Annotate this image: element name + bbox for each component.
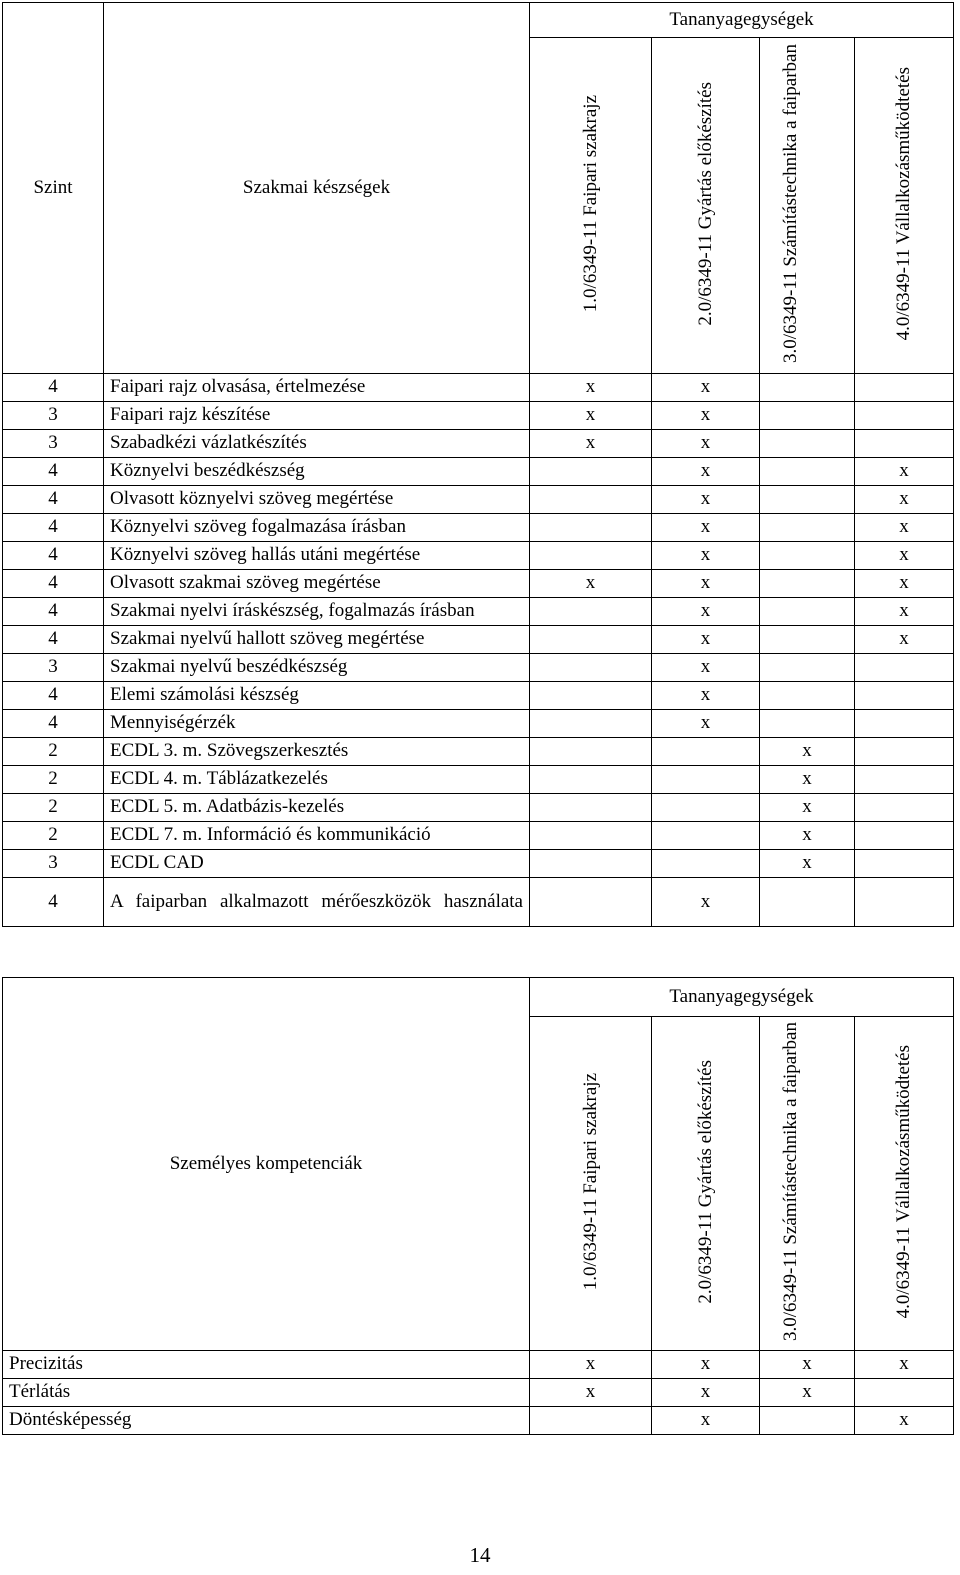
skill-row [3, 570, 954, 598]
unit-header-1: 1.0/6349-11 Faipari szakrajz [530, 38, 652, 374]
skill-mark-unit-1 [530, 794, 652, 822]
competency-mark-unit-1: x [530, 1379, 652, 1407]
skill-mark-unit-4: x [855, 514, 954, 542]
skill-level: 4 [3, 542, 104, 570]
skill-level: 2 [3, 794, 104, 822]
competency-row [3, 1407, 954, 1435]
skill-mark-unit-4: x [855, 626, 954, 654]
skill-level: 3 [3, 850, 104, 878]
skill-name: Olvasott szakmai szöveg megértése [104, 570, 530, 598]
skill-mark-unit-4 [855, 822, 954, 850]
skill-name: Elemi számolási készség [104, 682, 530, 710]
skill-mark-unit-4 [855, 738, 954, 766]
skill-mark-unit-4 [855, 850, 954, 878]
skill-mark-unit-4 [855, 766, 954, 794]
skill-mark-unit-4 [855, 374, 954, 402]
skill-mark-unit-2 [652, 850, 760, 878]
skills-header: Szakmai készségek [104, 3, 530, 374]
skill-level: 2 [3, 822, 104, 850]
skill-name: ECDL 4. m. Táblázatkezelés [104, 766, 530, 794]
skill-row [3, 794, 954, 822]
skill-mark-unit-4 [855, 430, 954, 458]
skill-mark-unit-3: x [760, 766, 855, 794]
skill-mark-unit-1: x [530, 402, 652, 430]
units-group-header-2: Tananyagegységek [530, 978, 954, 1017]
skill-name: ECDL 3. m. Szövegszerkesztés [104, 738, 530, 766]
skill-mark-unit-1 [530, 710, 652, 738]
skill-mark-unit-1: x [530, 430, 652, 458]
skill-name: Szakmai nyelvi íráskészség, fogalmazás írásban [104, 598, 530, 626]
skill-row [3, 374, 954, 402]
skill-mark-unit-3 [760, 542, 855, 570]
skill-level: 4 [3, 710, 104, 738]
skill-mark-unit-1 [530, 822, 652, 850]
skill-name: ECDL 7. m. Információ és kommunikáció [104, 822, 530, 850]
page-number: 14 [469, 1543, 491, 1567]
level-header: Szint [3, 3, 104, 374]
skill-level: 4 [3, 374, 104, 402]
skill-row [3, 430, 954, 458]
skill-name: ECDL 5. m. Adatbázis-kezelés [104, 794, 530, 822]
skill-mark-unit-2 [652, 766, 760, 794]
skill-name: Szakmai nyelvű hallott szöveg megértése [104, 626, 530, 654]
skill-mark-unit-3: x [760, 738, 855, 766]
competency-mark-unit-3: x [760, 1351, 855, 1379]
competency-mark-unit-1 [530, 1407, 652, 1435]
professional-skills-table [2, 2, 954, 927]
skill-row [3, 710, 954, 738]
skill-mark-unit-1 [530, 598, 652, 626]
unit-header-1: 1.0/6349-11 Faipari szakrajz [530, 1017, 652, 1351]
skill-mark-unit-4 [855, 402, 954, 430]
competency-row [3, 1379, 954, 1407]
skill-mark-unit-3 [760, 626, 855, 654]
skill-mark-unit-4: x [855, 570, 954, 598]
skill-name: Mennyiségérzék [104, 710, 530, 738]
skill-mark-unit-3 [760, 458, 855, 486]
skill-mark-unit-3: x [760, 822, 855, 850]
skill-mark-unit-2: x [652, 374, 760, 402]
competency-mark-unit-3: x [760, 1379, 855, 1407]
skill-mark-unit-2: x [652, 878, 760, 927]
competency-mark-unit-3 [760, 1407, 855, 1435]
skill-mark-unit-2: x [652, 626, 760, 654]
skill-name: A faiparban alkalmazott mérőeszközök használata [104, 878, 530, 927]
skill-mark-unit-2: x [652, 682, 760, 710]
skill-mark-unit-1 [530, 654, 652, 682]
skill-mark-unit-2: x [652, 486, 760, 514]
skill-mark-unit-2 [652, 794, 760, 822]
skill-mark-unit-1 [530, 850, 652, 878]
skill-level: 4 [3, 514, 104, 542]
skill-mark-unit-4 [855, 682, 954, 710]
competency-mark-unit-2: x [652, 1379, 760, 1407]
skill-name: Olvasott köznyelvi szöveg megértése [104, 486, 530, 514]
skill-mark-unit-4 [855, 710, 954, 738]
skill-row [3, 682, 954, 710]
competency-mark-unit-4: x [855, 1407, 954, 1435]
skill-row [3, 850, 954, 878]
skill-name: Szakmai nyelvű beszédkészség [104, 654, 530, 682]
skill-mark-unit-3 [760, 570, 855, 598]
skill-level: 4 [3, 878, 104, 927]
skill-mark-unit-3 [760, 514, 855, 542]
skill-mark-unit-1 [530, 626, 652, 654]
skill-mark-unit-2: x [652, 458, 760, 486]
competency-name: Döntésképesség [3, 1407, 530, 1435]
skill-mark-unit-3 [760, 430, 855, 458]
unit-header-3: 3.0/6349-11 Számítástechnika a faiparban [760, 38, 855, 374]
skill-mark-unit-3 [760, 710, 855, 738]
skill-row [3, 402, 954, 430]
skill-name: Faipari rajz olvasása, értelmezése [104, 374, 530, 402]
skill-mark-unit-3 [760, 654, 855, 682]
skill-mark-unit-3 [760, 878, 855, 927]
skill-mark-unit-3 [760, 486, 855, 514]
skill-mark-unit-4: x [855, 542, 954, 570]
skill-row [3, 598, 954, 626]
skill-level: 4 [3, 598, 104, 626]
unit-header-3: 3.0/6349-11 Számítástechnika a faiparban [760, 1017, 855, 1351]
skill-name: Köznyelvi szöveg fogalmazása írásban [104, 514, 530, 542]
skill-row [3, 486, 954, 514]
skill-row [3, 626, 954, 654]
skill-row [3, 822, 954, 850]
skill-row [3, 878, 954, 927]
units-group-header: Tananyagegységek [530, 3, 954, 38]
skill-mark-unit-2: x [652, 570, 760, 598]
competency-mark-unit-4: x [855, 1351, 954, 1379]
skill-mark-unit-1 [530, 542, 652, 570]
personal-competencies-table [2, 977, 954, 1435]
skill-mark-unit-3 [760, 598, 855, 626]
skill-row [3, 542, 954, 570]
competency-name: Precizitás [3, 1351, 530, 1379]
competency-name: Térlátás [3, 1379, 530, 1407]
skill-level: 4 [3, 458, 104, 486]
skill-level: 4 [3, 682, 104, 710]
skill-mark-unit-1 [530, 682, 652, 710]
skill-mark-unit-3 [760, 682, 855, 710]
skill-mark-unit-2: x [652, 654, 760, 682]
skill-row [3, 654, 954, 682]
skill-level: 2 [3, 766, 104, 794]
skill-mark-unit-1: x [530, 374, 652, 402]
skill-mark-unit-2: x [652, 598, 760, 626]
competencies-header: Személyes kompetenciák [3, 978, 530, 1351]
unit-header-4: 4.0/6349-11 Vállalkozásműködtetés [855, 1017, 954, 1351]
skill-mark-unit-4 [855, 878, 954, 927]
skill-name: Köznyelvi beszédkészség [104, 458, 530, 486]
skill-mark-unit-4 [855, 794, 954, 822]
skill-mark-unit-1 [530, 766, 652, 794]
skill-mark-unit-2: x [652, 402, 760, 430]
skill-mark-unit-2: x [652, 514, 760, 542]
competency-mark-unit-1: x [530, 1351, 652, 1379]
skill-row [3, 738, 954, 766]
unit-header-4: 4.0/6349-11 Vállalkozásműködtetés [855, 38, 954, 374]
skill-row [3, 766, 954, 794]
skill-mark-unit-2: x [652, 430, 760, 458]
skill-mark-unit-2 [652, 738, 760, 766]
skill-mark-unit-3: x [760, 850, 855, 878]
skill-level: 2 [3, 738, 104, 766]
skill-row [3, 514, 954, 542]
skill-mark-unit-1 [530, 738, 652, 766]
skill-level: 4 [3, 570, 104, 598]
skill-mark-unit-4: x [855, 458, 954, 486]
skill-level: 3 [3, 402, 104, 430]
skill-mark-unit-2: x [652, 542, 760, 570]
unit-header-2: 2.0/6349-11 Gyártás előkészítés [652, 38, 760, 374]
skill-name: Köznyelvi szöveg hallás utáni megértése [104, 542, 530, 570]
skill-mark-unit-4: x [855, 486, 954, 514]
competency-mark-unit-2: x [652, 1351, 760, 1379]
skill-mark-unit-4 [855, 654, 954, 682]
skill-name: Szabadkézi vázlatkészítés [104, 430, 530, 458]
skill-mark-unit-4: x [855, 598, 954, 626]
skill-mark-unit-2: x [652, 710, 760, 738]
skill-level: 3 [3, 430, 104, 458]
competency-mark-unit-2: x [652, 1407, 760, 1435]
competency-row [3, 1351, 954, 1379]
skill-row [3, 458, 954, 486]
competency-mark-unit-4 [855, 1379, 954, 1407]
skill-mark-unit-1: x [530, 570, 652, 598]
unit-header-2: 2.0/6349-11 Gyártás előkészítés [652, 1017, 760, 1351]
skill-mark-unit-3: x [760, 794, 855, 822]
skill-level: 4 [3, 486, 104, 514]
skill-mark-unit-2 [652, 822, 760, 850]
skill-mark-unit-3 [760, 374, 855, 402]
skill-mark-unit-1 [530, 486, 652, 514]
skill-mark-unit-1 [530, 458, 652, 486]
skill-mark-unit-1 [530, 878, 652, 927]
skill-name: ECDL CAD [104, 850, 530, 878]
skill-name: Faipari rajz készítése [104, 402, 530, 430]
skill-level: 4 [3, 626, 104, 654]
skill-mark-unit-1 [530, 514, 652, 542]
skill-level: 3 [3, 654, 104, 682]
skill-mark-unit-3 [760, 402, 855, 430]
